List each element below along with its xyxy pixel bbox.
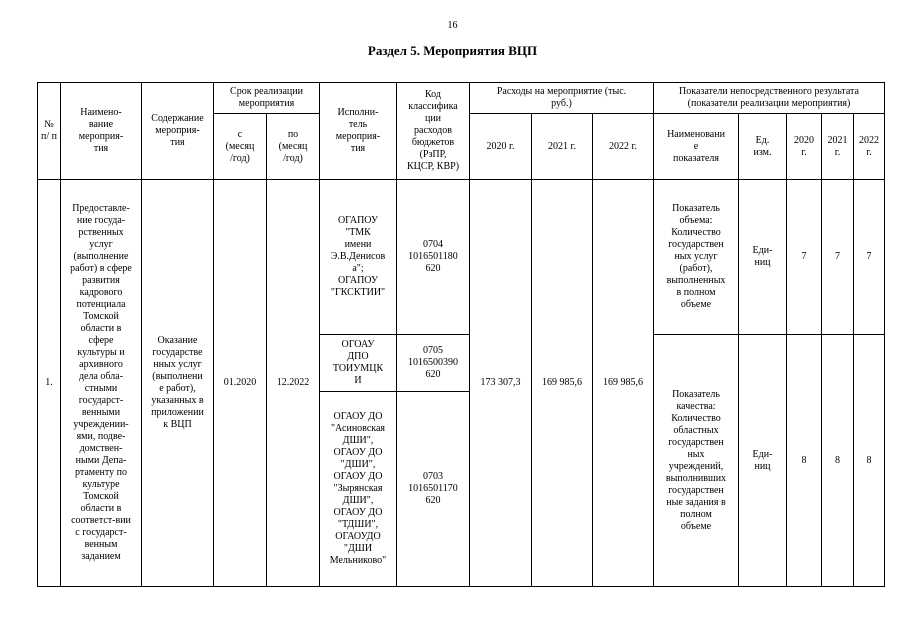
header-content: Содержание мероприя- тия — [142, 83, 214, 180]
header-exp-2022: 2022 г. — [593, 114, 654, 180]
header-year-2021: 2021 г. — [822, 114, 854, 180]
indicator-1-name: Показатель объема: Количество государствен ных услуг (работ), выполненных в полном объеме — [654, 180, 739, 335]
row-code-2: 0705 1016500390 620 — [397, 335, 470, 392]
header-period: Срок реализации мероприятия — [214, 83, 320, 114]
indicator-1-2021: 7 — [822, 180, 854, 335]
indicator-2-2021: 8 — [822, 335, 854, 587]
section-title: Раздел 5. Мероприятия ВЦП — [367, 43, 538, 58]
row-exp-2022: 169 985,6 — [593, 180, 654, 587]
header-exp-2020: 2020 г. — [470, 114, 532, 180]
row-executor-2: ОГОАУ ДПО ТОИУМЦК И — [320, 335, 397, 392]
header-exp-2021: 2021 г. — [532, 114, 593, 180]
header-name: Наимено- вание мероприя- тия — [61, 83, 142, 180]
row-period-to: 12.2022 — [267, 180, 320, 587]
header-num: № п/ п — [38, 83, 61, 180]
header-executor: Исполни- тель мероприя- тия — [320, 83, 397, 180]
header-year-2020: 2020 г. — [787, 114, 822, 180]
indicator-1-unit: Еди- ниц — [739, 180, 787, 335]
header-indicator-name: Наименовани е показателя — [654, 114, 739, 180]
row-name: Предоставле- ние госуда- рственных услуг (выполнение работ) в сфере развития кадрового потенциала Томской области в сфере культуры и архивного дела обла- стными государст- венными учреждении- ями, подве- домствен- ными Депа- ртаменту по культуре Томской области в соответст-вии с государст- венным заданием — [61, 180, 142, 587]
indicator-2-unit: Еди- ниц — [739, 335, 787, 587]
row-executor-3: ОГАОУ ДО "Асиновская ДШИ", ОГАОУ ДО "ДШИ", ОГАОУ ДО "Зырянская ДШИ", ОГАОУ ДО "ТДШИ", ОГАОУДО "ДШИ Мельниково" — [320, 392, 397, 587]
header-indicators: Показатели непосредственного результата (показатели реализации мероприятия) — [654, 83, 885, 114]
indicator-2-2020: 8 — [787, 335, 822, 587]
page-number: 16 — [447, 20, 458, 31]
header-period-from: с (месяц /год) — [214, 114, 267, 180]
header-expenses: Расходы на мероприятие (тыс. руб.) — [470, 83, 654, 114]
table-row — [38, 180, 885, 335]
indicator-2-2022: 8 — [854, 335, 885, 587]
row-exp-2021: 169 985,6 — [532, 180, 593, 587]
indicator-2-name: Показатель качества: Количество областных государствен ных учреждений, выполнивших государствен ные задания в полном объеме — [654, 335, 739, 587]
header-code: Код классифика ции расходов бюджетов (РзПР, КЦСР, КВР) — [397, 83, 470, 180]
row-num: 1. — [38, 180, 61, 587]
row-code-1: 0704 1016501180 620 — [397, 180, 470, 335]
indicator-1-2020: 7 — [787, 180, 822, 335]
indicator-1-2022: 7 — [854, 180, 885, 335]
header-unit: Ед. изм. — [739, 114, 787, 180]
header-year-2022: 2022 г. — [854, 114, 885, 180]
row-period-from: 01.2020 — [214, 180, 267, 587]
row-executor-1: ОГАПОУ "ТМК имени Э.В.Денисов а"; ОГАПОУ "ГКСКТИИ" — [320, 180, 397, 335]
row-code-3: 0703 1016501170 620 — [397, 392, 470, 587]
activities-table — [37, 82, 885, 587]
header-period-to: по (месяц /год) — [267, 114, 320, 180]
row-exp-2020: 173 307,3 — [470, 180, 532, 587]
row-content: Оказание государстве нных услуг (выполнени е работ), указанных в приложении к ВЦП — [142, 180, 214, 587]
